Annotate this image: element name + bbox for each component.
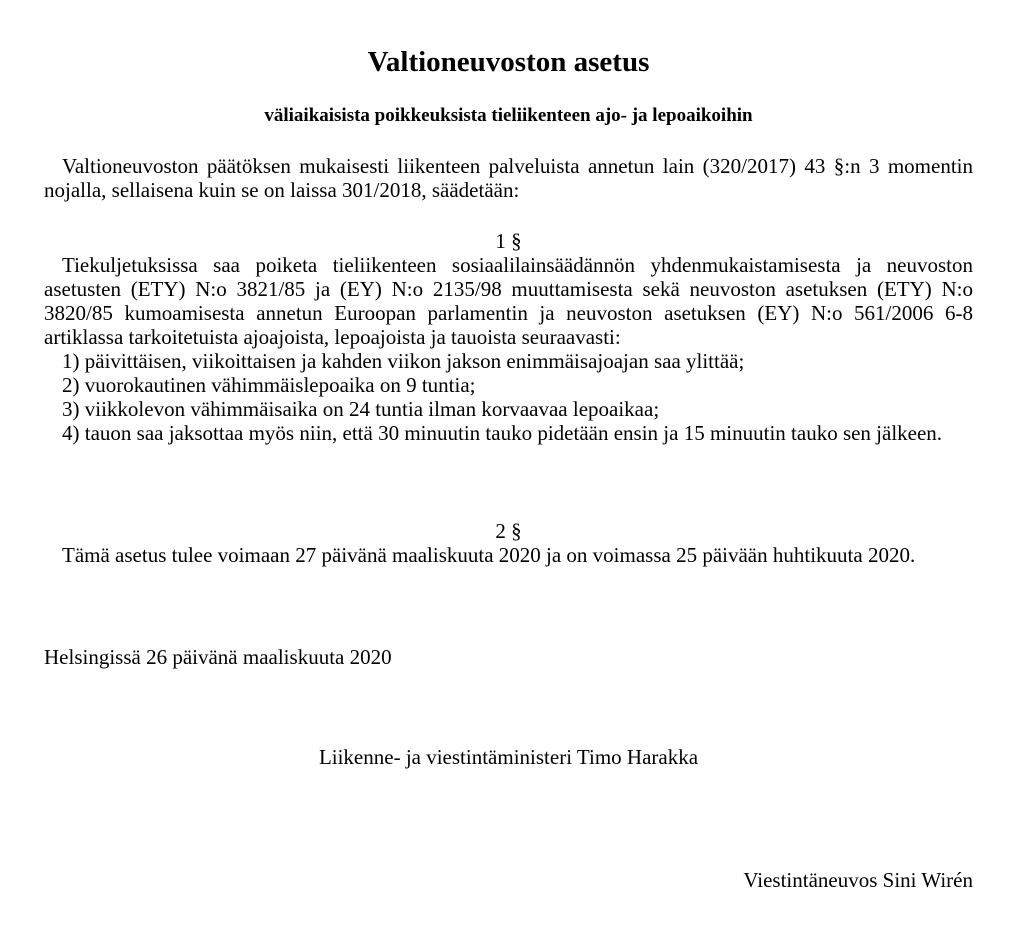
place-and-date: Helsingissä 26 päivänä maaliskuuta 2020: [44, 645, 392, 669]
section-1: [44, 229, 973, 445]
section-2-heading: 2 §: [495, 519, 522, 543]
section-1-paragraph: Tiekuljetuksissa saa poiketa tieliikenteen sosiaalilainsäädännön yhdenmukaistamisesta ja neuvoston asetusten (ETY) N:o 3821/85 ja (EY) N:o 2135/98 muuttamisesta sekä neuvoston asetuksen (ETY) N:o 3820/85 kumoamisesta annetun Euroopan parlamentin ja neuvoston asetuksen (EY) N:o 561/2006 6-8 artiklassa tarkoitetuista ajoajoista, lepoajoista ja tauoista seuraavasti:: [44, 253, 973, 349]
section-1-list-item-2: 2) vuorokautinen vähimmäislepoaika on 9 tuntia;: [62, 373, 476, 397]
section-1-list-item-1: 1) päivittäisen, viikoittaisen ja kahden viikon jakson enimmäisajoajan saa ylittää;: [62, 349, 745, 373]
section-1-list-item-3: 3) viikkolevon vähimmäisaika on 24 tuntia ilman korvaavaa lepoaikaa;: [62, 397, 660, 421]
minister-signature: Liikenne- ja viestintäministeri Timo Harakka: [318, 745, 699, 769]
section-2: [44, 519, 973, 567]
document-subtitle: väliaikaisista poikkeuksista tieliikenteen ajo- ja lepoaikoihin: [264, 105, 753, 126]
document-title: Valtioneuvoston asetus: [367, 46, 650, 78]
section-1-heading: 1 §: [495, 229, 522, 253]
section-2-paragraph: Tämä asetus tulee voimaan 27 päivänä maaliskuuta 2020 ja on voimassa 25 päivään huhtikuuta 2020.: [62, 543, 916, 567]
section-1-list-item-4: 4) tauon saa jaksottaa myös niin, että 30 minuutin tauko pidetään ensin ja 15 minuutin tauko sen jälkeen.: [62, 421, 943, 445]
official-signature: Viestintäneuvos Sini Wirén: [743, 868, 973, 892]
preamble-paragraph: Valtioneuvoston päätöksen mukaisesti liikenteen palveluista annetun lain (320/2017) 43 §:n 3 momentin nojalla, sellaisena kuin se on laissa 301/2018, säädetään:: [44, 154, 973, 202]
